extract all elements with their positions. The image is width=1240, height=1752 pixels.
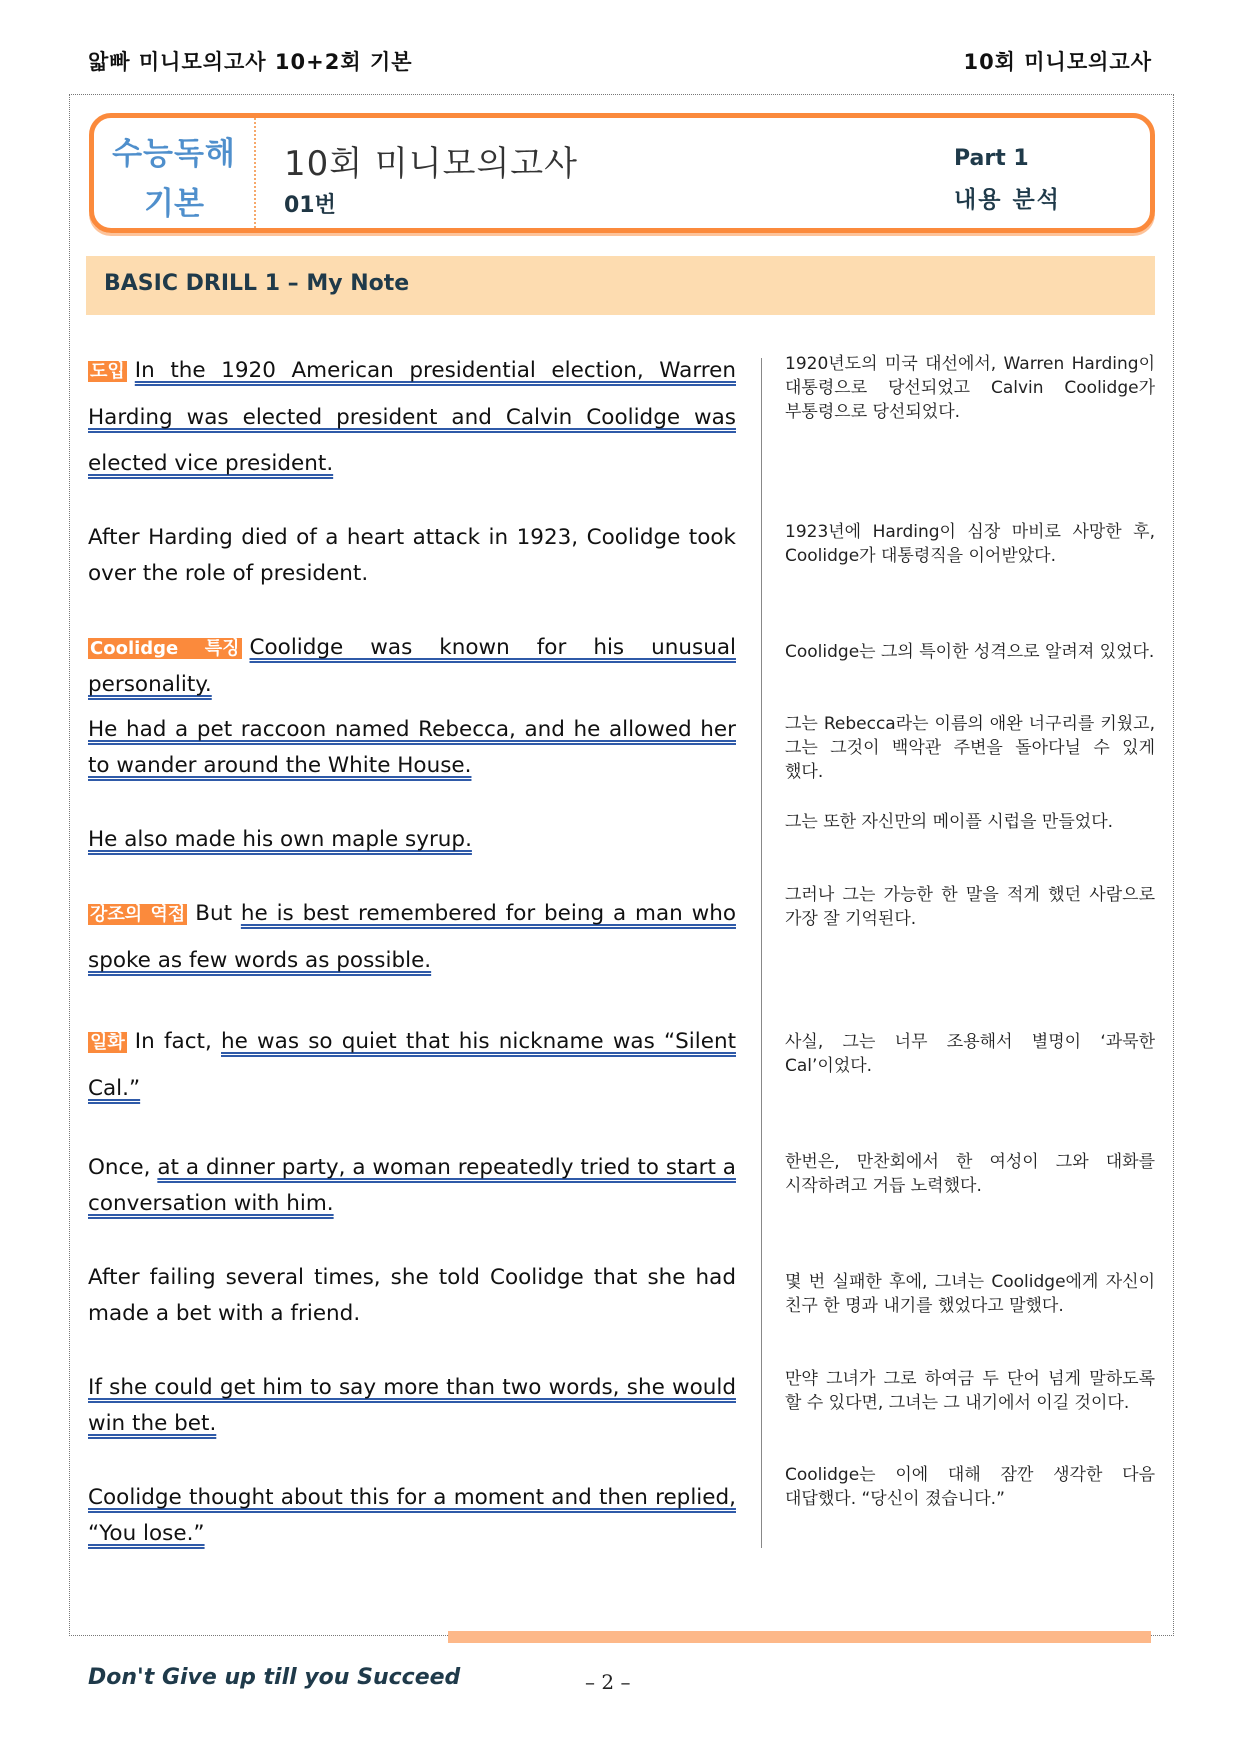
sentence-translation: 만약 그녀가 그로 하여금 두 단어 넘게 말하도록 할 수 있다면, 그녀는 그 내기에서 이길 것이다. [785,1369,1155,1413]
section-header [86,256,1155,315]
sentence-translation: 그는 Rebecca라는 이름의 애완 너구리를 키웠고, 그는 그것이 백악관 주변을 돌아다닐 수 있게 했다. [785,714,1155,782]
footer-accent-bar [448,1631,1151,1643]
page-header [88,46,1152,76]
sentence-english [88,1370,736,1442]
category-label [94,118,256,228]
sentence-translation: 1920년도의 미국 대선에서, Warren Harding이 대통령으로 당선되었고 Calvin Coolidge가 부통령으로 당선되었다. [785,354,1155,422]
sentence-tag: 일화 [90,1032,125,1053]
plain-text: But [195,901,241,926]
sentence-english [88,520,736,592]
sentence-tag: Coolidge 특징 [90,638,240,659]
footer-motto: Don't Give up till you Succeed [88,1665,461,1690]
book-title: 앏빠 미니모의고사 10+2회 기본 [88,50,413,74]
sentence-translation: 몇 번 실패한 후에, 그녀는 Coolidge에게 자신이 친구 한 명과 내기를 했었다고 말했다. [785,1272,1155,1316]
sentence-translation: 그는 또한 자신만의 메이플 시럽을 만들었다. [785,812,1114,832]
sentence-translation: 그러나 그는 가능한 한 말을 적게 했던 사람으로 가장 잘 기억된다. [785,885,1155,929]
sentence-translation: Coolidge는 그의 특이한 성격으로 알려져 있었다. [785,642,1155,662]
sentence-translation: Coolidge는 이에 대해 잠깐 생각한 다음 대답했다. “당신이 졌습니다.” [785,1465,1155,1509]
sentence-english [88,891,736,984]
part-label: Part 1 [954,146,1029,171]
sentence-english [88,1480,736,1552]
question-number: 01번 [284,193,336,218]
underlined-text: he was so quiet that his nickname was “Silent Cal.” [88,1029,736,1101]
plain-text: After Harding died of a heart attack in 1923, Coolidge took over the role of president. [88,525,736,586]
underlined-text: Coolidge was known for his unusual personality. [88,635,736,697]
exam-title-header: 10회 미니모의고사 [963,50,1152,74]
sentence-english [88,630,736,703]
sentence-tag: 강조의 역접 [90,904,186,925]
sentence-translation: 사실, 그는 너무 조용해서 별명이 ‘과묵한 Cal’이었다. [785,1032,1155,1076]
sentence-translation: 한번은, 만찬회에서 한 여성이 그와 대화를 시작하려고 거듭 노력했다. [785,1152,1155,1196]
part-subtitle: 내용 분석 [954,187,1061,213]
underlined-text: Coolidge thought about this for a moment and then replied, “You lose.” [88,1485,736,1546]
underlined-text: He had a pet raccoon named Rebecca, and he allowed her to wander around the White House. [88,717,736,778]
sentence-english [88,712,736,784]
exam-title: 10회 미니모의고사 [284,144,578,184]
sentence-english [88,1260,736,1332]
plain-text: Once, [88,1155,158,1180]
underlined-text: If she could get him to say more than two words, she would win the bet. [88,1375,736,1436]
plain-text: After failing several times, she told Coolidge that she had made a bet with a friend. [88,1265,736,1326]
category-line2: 기본 [144,186,204,222]
sentence-english [88,1150,736,1222]
underlined-text: he is best remembered for being a man who spoke as few words as possible. [88,901,736,973]
sentence-translation: 1923년에 Harding이 심장 마비로 사망한 후, Coolidge가 대통령직을 이어받았다. [785,522,1155,566]
sentence-english [88,822,736,858]
title-box [89,113,1155,233]
sentence-tag: 도입 [90,361,125,382]
section-title: BASIC DRILL 1 – My Note [104,271,410,296]
underlined-text: In the 1920 American presidential election, Warren Harding was elected president and Calvin Coolidge was elected vice president. [88,358,736,476]
underlined-text: at a dinner party, a woman repeatedly tried to start a conversation with him. [88,1155,736,1216]
sentence-english [88,348,736,487]
page-number: – 2 – [585,1670,631,1694]
sentence-english [88,1019,736,1112]
category-line1: 수능독해 [112,136,236,172]
plain-text: In fact, [134,1029,221,1054]
underlined-text: He also made his own maple syrup. [88,827,472,852]
column-divider [761,358,762,1548]
